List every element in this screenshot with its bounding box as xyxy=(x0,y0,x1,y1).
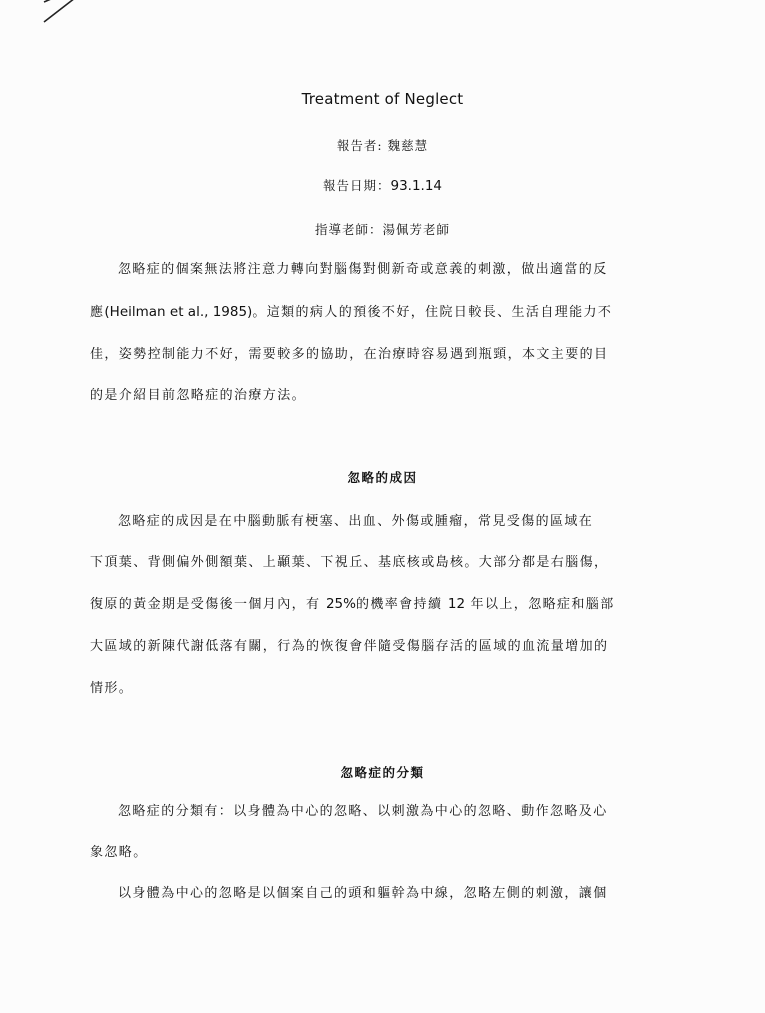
document-title: Treatment of Neglect xyxy=(301,90,464,108)
reporter-name: 魏慈慧 xyxy=(387,138,429,153)
report-date-label: 報告日期： xyxy=(322,178,391,193)
advisor-name: 湯佩芳老師 xyxy=(382,222,451,237)
scan-corner-mark xyxy=(0,0,80,40)
report-date-value: 93.1.14 xyxy=(390,178,443,194)
classification-line-1: 忽略症的分類有：以身體為中心的忽略、以刺激為中心的忽略、動作忽略及心 xyxy=(118,804,608,819)
intro-line-4: 的是介紹目前忽略症的治療方法。 xyxy=(90,388,307,403)
section-heading-causes: 忽略的成因 xyxy=(347,470,418,485)
intro-line-2 xyxy=(90,301,660,320)
reporter-label: 報告者: xyxy=(336,138,383,153)
causes-line-3-a: 復原的黃金期是受傷後一個月內，有 xyxy=(90,597,326,612)
causes-line-1: 忽略症的成因是在中腦動脈有梗塞、出血、外傷或腫瘤，常見受傷的區域在 xyxy=(118,514,594,529)
advisor-label: 指導老師： xyxy=(314,222,383,237)
intro-line-2-end: 。這類的病人的預後不好，住院日較長、生活自理能力不 xyxy=(252,305,613,320)
report-date-line xyxy=(0,176,765,194)
percentage-value: 25% xyxy=(325,596,356,612)
causes-line-3-c: 年以上，忽略症和腦部 xyxy=(465,597,615,612)
causes-line-3 xyxy=(90,593,660,612)
classification-line-3: 以身體為中心的忽略是以個案自己的頭和軀幹為中線，忽略左側的刺激，讓個 xyxy=(118,886,608,901)
intro-line-1: 忽略症的個案無法將注意力轉向對腦傷對側新奇或意義的刺激，做出適當的反 xyxy=(118,262,608,277)
reporter-line xyxy=(0,136,765,154)
causes-line-5: 情形。 xyxy=(90,681,134,696)
causes-line-2: 下頂葉、背側偏外側額葉、上顳葉、下視丘、基底核或島核。大部分都是右腦傷， xyxy=(90,555,609,570)
intro-line-3: 佳，姿勢控制能力不好，需要較多的協助，在治療時容易遇到瓶頸，本文主要的目 xyxy=(90,347,609,362)
classification-line-2: 象忽略。 xyxy=(90,845,148,860)
years-value: 12 xyxy=(447,596,466,612)
citation: (Heilman et al., 1985) xyxy=(104,304,253,320)
causes-line-3-b: 的機率會持續 xyxy=(355,597,448,612)
causes-line-4: 大區域的新陳代謝低落有關，行為的恢復會伴隨受傷腦存活的區域的血流量增加的 xyxy=(90,639,609,654)
advisor-line xyxy=(0,220,765,238)
section-heading-classification: 忽略症的分類 xyxy=(340,765,425,780)
intro-line-2-start: 應 xyxy=(90,305,105,320)
